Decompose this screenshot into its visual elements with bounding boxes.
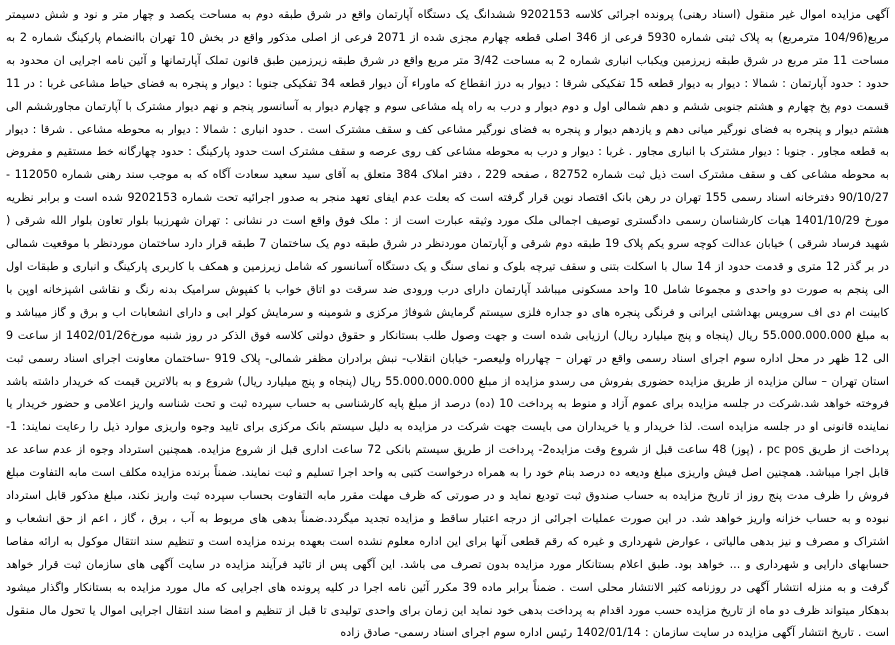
auction-notice-text: آگهی مزایده اموال غیر منقول (اسناد رهنی) پرونده اجرائی کلاسه 9202153 ششدانگ یک دستگاه آپارتمان واقع در شرق طبقه دوم به مساحت یکصد و چهار متر و نود و شش دسیمتر مربع(104/96 مترمربع) به پلاک ثبتی شماره 5930 فرعی از 346 اصلی قطعه چهارم مجزی شده از 2071 فرعی از اصلی مذکور واقع در بخش 10 تهران باانضمام پارکینگ شماره 2 به مساحت 11 متر مربع در شرق طبقه زیرزمین ویکباب انباری شماره 2 به مساحت 3/42 متر مربع واقع در شرق طبقه زیرزمین طبق قانون تملک آپارتمانها و آئین نامه اجرایی ان محدود به حدود : حدود آپارتمان : شمالا : دیوار به دیوار قطعه 15 تفکیکی شرقا : دیوار به درز انقطاع که ماوراء آن دیوار قطعه 34 تفکیکی جنوبا : دیوار و پنجره به فضای حیاط مشاعی غربا : در 11 قسمت دوم پخ چهارم و هشتم جنوبی ششم و دهم شمالی اول و دوم دیوار و درب به راه پله مشاعی سوم و چهارم دیوار به آسانسور پنجم و نهم دیوار مشترک با آپارتمان مجاورششم الی هشتم دیوار و پنجره به فضای نورگیر میانی دهم و یازدهم دیوار و پنجره به فضای نورگیر مشاعی کف و سقف مشترک است . حدود انباری : شمالا : دیوار به محوطه مشاعی . شرقا : دیوار به قطعه مجاور . جنوبا : دیوار مشترک با انباری مجاور . غربا : دیوار و درب به محوطه مشاعی کف روی عرصه و سقف مشترک است حدود پارکینگ : حدود چهارگانه خط مستقیم و مفروض به محوطه مشاعی کف و سقف مشترک است ذیل ثبت شماره 82752 ، صفحه 229 ، دفتر املاک 384 متعلق به آقای سید سعید سعادت آگاه که به موجب سند رهنی شماره 112050 - 90/10/27 دفترخانه اسناد رسمی 155 تهران در رهن بانک اقتصاد نوین قرار گرفته است که بعلت عدم ایفای تعهد منجر به صدور اجرائیه تحت شماره 9202153 شده است و برابر نظریه مورخ 1401/10/29 هیات کارشناسان رسمی دادگستری توصیف اجمالی ملک مورد وثیقه عبارت است از : ملک فوق واقع است در نشانی : تهران شهرزیبا بلوار تعاون بلوار الله شرقی ( شهید فرساد شرقی ) خیابان عدالت کوچه سرو یکم پلاک 19 طبقه دوم شرقی و آپارتمان موردنظر در شرق طبقه دوم یک ساختمان 7 طبقه قرار دارد ساختمان موردنظر با موقعیت شمالی در بر گذر 12 متری و قدمت حدود از 14 سال با اسکلت بتنی و سقف تیرچه بلوک و نمای سنگ و یک دستگاه آسانسور که شامل زیرزمین و همکف با کاربری پارکینگ و انباری و طبقات اول الی پنجم به صورت دو واحدی و مجموعا شامل 10 واحد مسکونی میباشد آپارتمان دارای درب ورودی ضد سرقت دو اتاق خواب با کفپوش سرامیک بدنه رنگ و نقاشی اشپزخانه اوپن با کابینت ام دی اف سرویس بهداشتی ایرانی و فرنگی پنجره های دو جداره فلزی سیستم گرمایش شوفاژ مرکزی و شومینه و سرمایش کولر ابی و دارای انشعابات اب و برق و گاز میباشد و به مبلغ 55.000.000.000 ریال (پنجاه و پنج میلیارد ریال) ارزیابی شده است و جهت وصول طلب بستانکار و حقوق دولتی کلاسه فوق الذکر در روز شنبه مورخ1402/01/26 از ساعت 9 الی 12 ظهر در محل اداره سوم اجرای اسناد رسمی واقع در تهران – چهارراه ولیعصر- خیابان انقلاب- نبش برادران مظفر شمالی- پلاک 919 -ساختمان معاونت اجرای اسناد رسمی ثبت استان تهران – سالن مزایده از طریق مزایده حضوری بفروش می رسدو مزایده از مبلغ 55.000.000.000 ریال (پنجاه و پنج میلیارد ریال) شروع و به بالاترین قیمت که خریدار داشته باشد فروخته خواهد شد.شرکت در جلسه مزایده برای عموم آزاد و منوط به پرداخت 10 (ده) درصد از مبلغ پایه کارشناسی به حساب سپرده ثبت و تحت شناسه واریز اعلامی و حضور خریدار یا نماینده قانونی او در جلسه مزایده است. لذا خریدار و یا خریداران می بایست جهت شرکت در مزایده به دلیل سیستم بانک مرکزی برای تایید وجوه واریزی موارد ذیل را رعایت نمایند: 1- پرداخت از طریق pc pos ، (پوز) 48 ساعت قبل از شروع وقت مزایده2- پرداخت از طریق سیستم بانکی 72 ساعت اداری قبل از شروع مزایده. همچنین استرداد وجوه از عدم ساعد عد قابل اجرا میباشد. همچنین اصل فیش واریزی مبلغ ودیعه ده درصد بنام خود را به همراه درخواست کتبی به واحد اجرا تسلیم و ثبت نمایند. ضمناً برنده مزایده مکلف است مابه التفاوت مبلغ فروش را ظرف مدت پنج روز از تاریخ مزایده به حساب صندوق ثبت تودیع نماید و در صورتی که ظرف مهلت مقرر مابه التفاوت بحساب سپرده ثبت واریز نکند، مبلغ مذکور قابل استرداد نبوده و به حساب خزانه واریز خواهد شد. در این صورت عملیات اجرائی از درجه اعتبار ساقط و مزایده تجدید میگردد.ضمناً بدهی های مربوط به آب ، برق ، گاز ، اعم از حق انشعاب و اشتراک و مصرف و نیز بدهی مالیاتی ، عوارض شهرداری و غیره که رقم قطعی آنها برای این اداره معلوم نشده است بعهده برنده مزایده است و تنظیم سند انتقال موکول به ارائه مفاصا حسابهای دارایی و شهرداری و ... خواهد بود. طبق اعلام بستانکار مورد مزایده بدون تصرف می باشد. این آگهی پس از تائید فرآیند مزایده در سایت آگهی های سازمان ثبت قرار خواهد گرفت و به منزله انتشار آگهی در روزنامه کثیر الانتشار محلی است . ضمناً برابر ماده 39 مکرر آئین نامه اجرا در کلیه پرونده های اجرایی که مال مورد مزایده به بستانکار واگذار میشود بدهکار میتواند ظرف دو ماه از تاریخ مزایده حسب مورد اقدام به پرداخت بدهی خود نماید این زمان برای واحدی تولیدی تا قبل از تنظیم و امضا سند انتقال اجرایی اموال یا تحول مال منقول است . تاریخ انتشار آگهی مزایده در سایت سازمان : 1402/01/14 رئیس اداره سوم اجرای اسناد رسمی- صادق زاده [6, 8, 890, 640]
